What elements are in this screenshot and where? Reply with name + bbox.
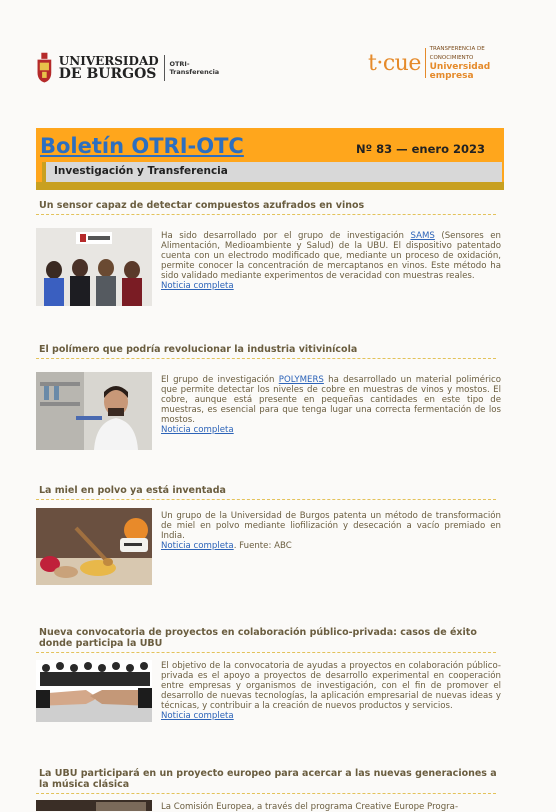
section-title: Investigación y Transferencia [54, 165, 228, 177]
article-text: La Comisión Europea, a través del programa Creative Europe Progra- [161, 802, 459, 812]
ubu-line2: DE BURGOS [58, 66, 157, 82]
header-rule [36, 182, 504, 190]
article-body [161, 231, 501, 291]
tcue-empresa: empresa [429, 71, 474, 81]
group-link-polymers[interactable]: POLYMERS [278, 375, 324, 385]
tcue-small-text: TRANSFERENCIA DE CONOCIMIENTO [429, 46, 485, 61]
article-title[interactable]: Un sensor capaz de detectar compuestos azufrados en vinos [39, 200, 365, 211]
article-image-sensor[interactable] [36, 228, 152, 306]
read-more-link[interactable]: Noticia completa [161, 425, 234, 435]
bulletin-header [36, 128, 504, 190]
article-text-pre: Ha sido desarrollado por el grupo de investigación [161, 231, 411, 241]
tcue-wordmark: t·cue [368, 50, 421, 76]
article-body [161, 375, 501, 435]
tcue-divider [425, 48, 426, 78]
article-image-polymer[interactable] [36, 372, 152, 450]
article-divider [36, 214, 496, 215]
section-band [42, 162, 502, 182]
article-item [36, 485, 502, 551]
ubu-logo[interactable] [36, 46, 222, 90]
tcue-tagline [430, 45, 508, 81]
article-text-post: (Sensores en Alimentación, Medioambiente y Salud) de la UBU. El dispositivo patentado cuenta con un electrodo modificado que, mediante un proceso de oxidación, permite conocer la concentración de mercaptanos en vinos. Este método ha sido validado mediante experimentos de veracidad con muestras reales. [161, 231, 501, 281]
ubu-divider [164, 55, 165, 81]
ubu-shield-icon [36, 48, 53, 88]
article-title[interactable]: La UBU participará en un proyecto europeo para acercar a las nuevas generaciones a la música clásica [39, 768, 497, 790]
article-image-honey[interactable] [36, 508, 152, 585]
article-body [161, 511, 501, 551]
article-divider [36, 358, 496, 359]
group-link-sams[interactable]: SAMS [410, 231, 435, 241]
article-image-handshake[interactable] [36, 660, 152, 722]
article-image-music[interactable] [36, 800, 152, 811]
article-item [36, 627, 502, 721]
article-text-post: ha desarrollado un material polimérico que permite detectar los niveles de cobre en muestras de vinos y mostos. El cobre, aunque está presente en pequeñas cantidades en este tipo de muestras, es esencial para que tenga lugar una correcta fermentación de los mostos. [161, 375, 501, 425]
article-title[interactable]: Nueva convocatoria de proyectos en colaboración público-privada: casos de éxito donde participa la UBU [39, 627, 477, 649]
ubu-unit: OTRI-Transferencia [169, 60, 220, 76]
issue-number: Nº 83 — enero 2023 [356, 142, 485, 156]
article-divider [36, 499, 496, 500]
article-title[interactable]: La miel en polvo ya está inventada [39, 485, 226, 496]
article-body [161, 661, 501, 721]
article-item [36, 768, 502, 812]
logo-bar [0, 0, 556, 110]
read-more-link[interactable]: Noticia completa [161, 711, 234, 721]
article-source: . Fuente: ABC [233, 541, 292, 551]
article-title[interactable]: El polímero que podría revolucionar la industria vitivinícola [39, 344, 358, 355]
tcue-universidad: Universidad [429, 62, 491, 72]
article-text: El objetivo de la convocatoria de ayudas a proyectos en colaboración público-privada es el apoyo a proyectos de desarrollo experimental en cooperación entre empresas y organismos de investigación, con el fin de promover el desarrollo de nuevas tecnologías, la aplicación empresarial de nuevas ideas y técnicas, y contribuir a la creación de nuevos productos y servicios. [161, 661, 501, 711]
article-text-pre: El grupo de investigación [161, 375, 279, 385]
ubu-line1: UNIVERSIDAD [58, 54, 159, 68]
read-more-link[interactable]: Noticia completa [161, 281, 234, 291]
bulletin-title[interactable]: Boletín OTRI-OTC [40, 134, 244, 158]
tcue-logo[interactable] [368, 44, 508, 82]
article-divider [36, 652, 496, 653]
article-item [36, 344, 502, 435]
ubu-name [59, 55, 159, 81]
article-text: Un grupo de la Universidad de Burgos patenta un método de transformación de miel en polvo mediante liofilización y desecación a vacío premiado en India. [161, 511, 501, 541]
article-item [36, 200, 502, 291]
article-divider [36, 793, 496, 794]
read-more-link[interactable]: Noticia completa [161, 541, 234, 551]
